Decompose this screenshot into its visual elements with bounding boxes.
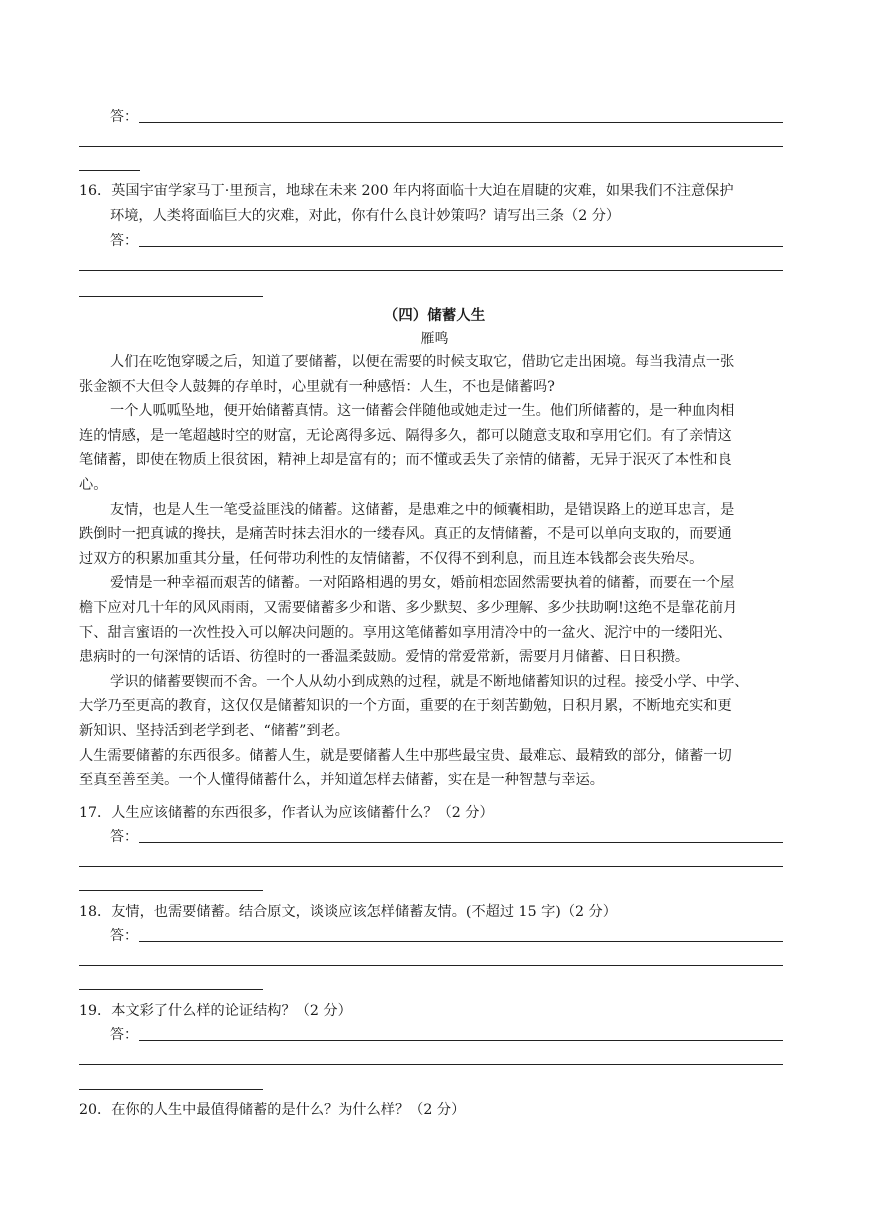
article-author: 雁鸣	[420, 331, 449, 347]
article-paragraph-4-line: 爱情是一种幸福而艰苦的储蓄。一对陌路相遇的男女，婚前相恋固然需要执着的储蓄，而要在一个屋	[110, 575, 735, 592]
question-17-text: 17．人生应该储蓄的东西很多，作者认为应该储蓄什么？（2 分）	[79, 805, 494, 821]
article-paragraph-3-line: 过双方的积累加重其分量，任何带功利性的友情储蓄，不仅得不到利息，而且连本钱都会丧失殆尽。	[79, 550, 704, 567]
article-paragraph-4-line: 檐下应对几十年的风风雨雨，又需要储蓄多少和谐、多少默契、多少理解、多少扶助啊!这绝不是靠花前月	[79, 599, 738, 616]
answer-label: 答：	[110, 829, 138, 845]
article-paragraph-2-line: 一个人呱呱坠地，便开始储蓄真情。这一储蓄会伴随他或她走过一生。他们所储蓄的，是一种血肉相	[110, 403, 735, 420]
article-paragraph-5-line: 新知识、坚持活到老学到老、“储蓄”到老。	[79, 722, 349, 739]
answer-line[interactable]	[79, 989, 263, 990]
article-title: （四）储蓄人生	[383, 308, 486, 324]
article-paragraph-5-line: 大学乃至更高的教育，这仅仅是储蓄知识的一个方面，重要的在于刻苦勤勉，日积月累，不断地充实和更	[79, 698, 732, 715]
answer-line[interactable]	[79, 965, 783, 966]
answer-label: 答：	[110, 233, 138, 249]
article-paragraph-1-line: 人们在吃饱穿暖之后，知道了要储蓄，以便在需要的时候支取它，借助它走出困境。每当我清点一张	[110, 354, 735, 370]
question-19-text: 19．本文彩了什么样的论证结构？（2 分）	[79, 1003, 352, 1019]
answer-line[interactable]	[79, 146, 783, 147]
question-18-text: 18．友情，也需要储蓄。结合原文，谈谈应该怎样储蓄友情。(不超过 15 字)（2 分）	[79, 904, 617, 920]
answer-line[interactable]	[79, 270, 783, 271]
article-paragraph-5-line: 学识的储蓄要锲而不舍。一个人从幼小到成熟的过程，就是不断地储蓄知识的过程。接受小学、中学、	[110, 673, 749, 690]
answer-line[interactable]	[79, 170, 140, 171]
answer-line[interactable]	[79, 1089, 263, 1090]
answer-line[interactable]	[139, 842, 783, 843]
answer-line[interactable]	[139, 246, 783, 247]
article-paragraph-2-line: 连的情感，是一笔超越时空的财富，无论离得多远、隔得多久，都可以随意支取和享用它们。有了亲情这	[79, 427, 732, 444]
article-paragraph-2-line: 心。	[79, 476, 108, 493]
article-paragraph-6-line: 至真至善至美。一个人懂得储蓄什么，并知道怎样去储蓄，实在是一种智慧与幸运。	[79, 772, 604, 789]
answer-line[interactable]	[139, 1040, 783, 1041]
question-16-text-line-2: 环境，人类将面临巨大的灾难，对此，你有什么良计妙策吗？请写出三条（2 分）	[110, 208, 621, 224]
answer-label: 答：	[110, 109, 138, 125]
answer-label: 答：	[110, 1027, 138, 1043]
answer-line[interactable]	[79, 296, 263, 297]
article-paragraph-6-line: 人生需要储蓄的东西很多。储蓄人生，就是要储蓄人生中那些最宝贵、最难忘、最精致的部分，储蓄一切	[79, 747, 732, 764]
question-20-text: 20．在你的人生中最值得储蓄的是什么？为什么样？（2 分）	[79, 1102, 466, 1118]
article-paragraph-3-line: 跌倒时一把真诚的搀扶，是痛苦时抹去泪水的一缕春风。真正的友情储蓄，不是可以单向支取的，而要通	[79, 526, 732, 543]
answer-label: 答：	[110, 928, 138, 944]
answer-line[interactable]	[139, 941, 783, 942]
question-16-text-line-1: 16．英国宇宙学家马丁·里预言，地球在未来 200 年内将面临十大迫在眉睫的灾难，如果我们不注意保护	[79, 183, 734, 199]
answer-line[interactable]	[79, 866, 783, 867]
article-paragraph-4-line: 下、甜言蜜语的一次性投入可以解决问题的。享用这笔储蓄如享用清冷中的一盆火、泥泞中的一缕阳光、	[79, 624, 732, 641]
answer-line[interactable]	[79, 1064, 783, 1065]
article-paragraph-1-line: 张金额不大但令人鼓舞的存单时，心里就有一种感悟：人生，不也是储蓄吗?	[79, 378, 555, 395]
article-paragraph-2-line: 笔储蓄，即使在物质上很贫困，精神上却是富有的；而不懂或丢失了亲情的储蓄，无异于泯灭了本性和良	[79, 452, 732, 469]
article-body	[79, 350, 791, 793]
article-paragraph-3-line: 友情，也是人生一笔受益匪浅的储蓄。这储蓄，是患难之中的倾囊相助，是错误路上的逆耳忠言，是	[110, 501, 735, 518]
article-paragraph-4-line: 患病时的一句深情的话语、彷徨时的一番温柔鼓励。爱情的常爱常新，需要月月储蓄、日日积攒。	[79, 649, 690, 666]
answer-line[interactable]	[139, 122, 783, 123]
answer-line[interactable]	[79, 890, 263, 891]
